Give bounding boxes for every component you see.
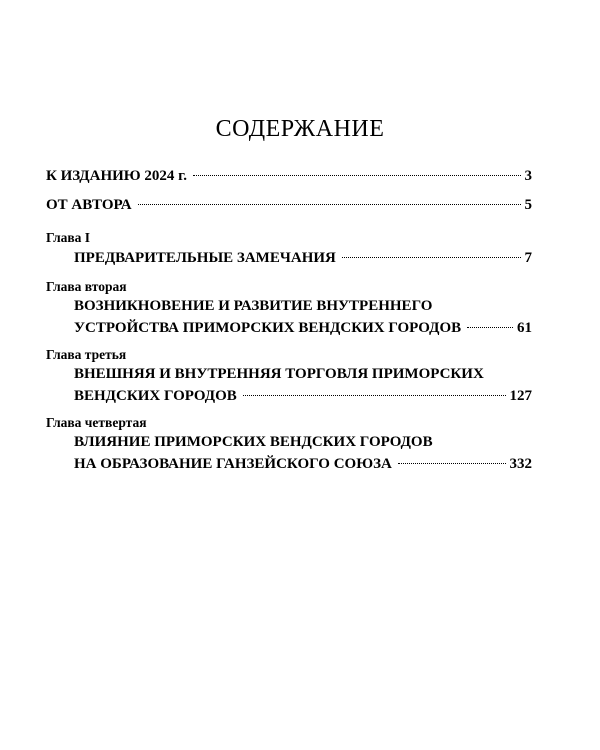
toc-entry-author-preface[interactable] [46, 197, 532, 214]
chapter-title [74, 434, 532, 473]
table-of-contents [46, 168, 532, 473]
toc-entry-chapter-3[interactable] [74, 388, 532, 405]
toc-entry-title: ПРЕДВАРИТЕЛЬНЫЕ ЗАМЕЧАНИЯ [74, 250, 336, 266]
toc-chapter-4 [46, 415, 532, 473]
toc-entry-page: 127 [509, 388, 532, 404]
dot-leader [467, 327, 513, 328]
chapter-title [74, 366, 532, 405]
chapter-title [74, 250, 532, 267]
toc-entry-title: НА ОБРАЗОВАНИЕ ГАНЗЕЙСКОГО СОЮЗА [74, 456, 392, 472]
chapter-label: Глава четвертая [46, 415, 147, 430]
chapter-label: Глава третья [46, 347, 127, 362]
toc-entry-chapter-4[interactable] [74, 456, 532, 473]
toc-entry-title: УСТРОЙСТВА ПРИМОРСКИХ ВЕНДСКИХ ГОРОДОВ [74, 320, 462, 336]
chapter-title [74, 298, 532, 337]
toc-entry-page: 7 [524, 250, 532, 266]
toc-chapter-1 [46, 230, 532, 267]
toc-entry-page: 5 [524, 197, 532, 213]
chapter-label: Глава вторая [46, 279, 127, 294]
toc-entry-chapter-1[interactable] [74, 250, 532, 267]
dot-leader [193, 175, 520, 176]
dot-leader [398, 463, 506, 464]
chapter-title-line: ВЛИЯНИЕ ПРИМОРСКИХ ВЕНДСКИХ ГОРОДОВ [74, 434, 433, 450]
dot-leader [342, 257, 521, 258]
chapter-title-line: ВОЗНИКНОВЕНИЕ И РАЗВИТИЕ ВНУТРЕННЕГО [74, 298, 433, 314]
page-title: СОДЕРЖАНИЕ [215, 116, 385, 142]
toc-chapter-3 [46, 347, 532, 405]
dot-leader [138, 204, 521, 205]
toc-entry-chapter-2[interactable] [74, 320, 532, 337]
toc-entry-page: 332 [509, 456, 532, 472]
chapter-title-line: ВНЕШНЯЯ И ВНУТРЕННЯЯ ТОРГОВЛЯ ПРИМОРСКИХ [74, 366, 484, 382]
toc-entry-preface-2024[interactable] [46, 168, 532, 185]
toc-chapter-2 [46, 279, 532, 337]
dot-leader [243, 395, 506, 396]
toc-entry-title: ОТ АВТОРА [46, 197, 132, 213]
toc-entry-page: 3 [524, 168, 532, 184]
chapter-label: Глава I [46, 230, 91, 245]
toc-entry-page: 61 [517, 320, 532, 336]
toc-entry-title: К ИЗДАНИЮ 2024 г. [46, 168, 188, 184]
toc-entry-title: ВЕНДСКИХ ГОРОДОВ [74, 388, 237, 404]
